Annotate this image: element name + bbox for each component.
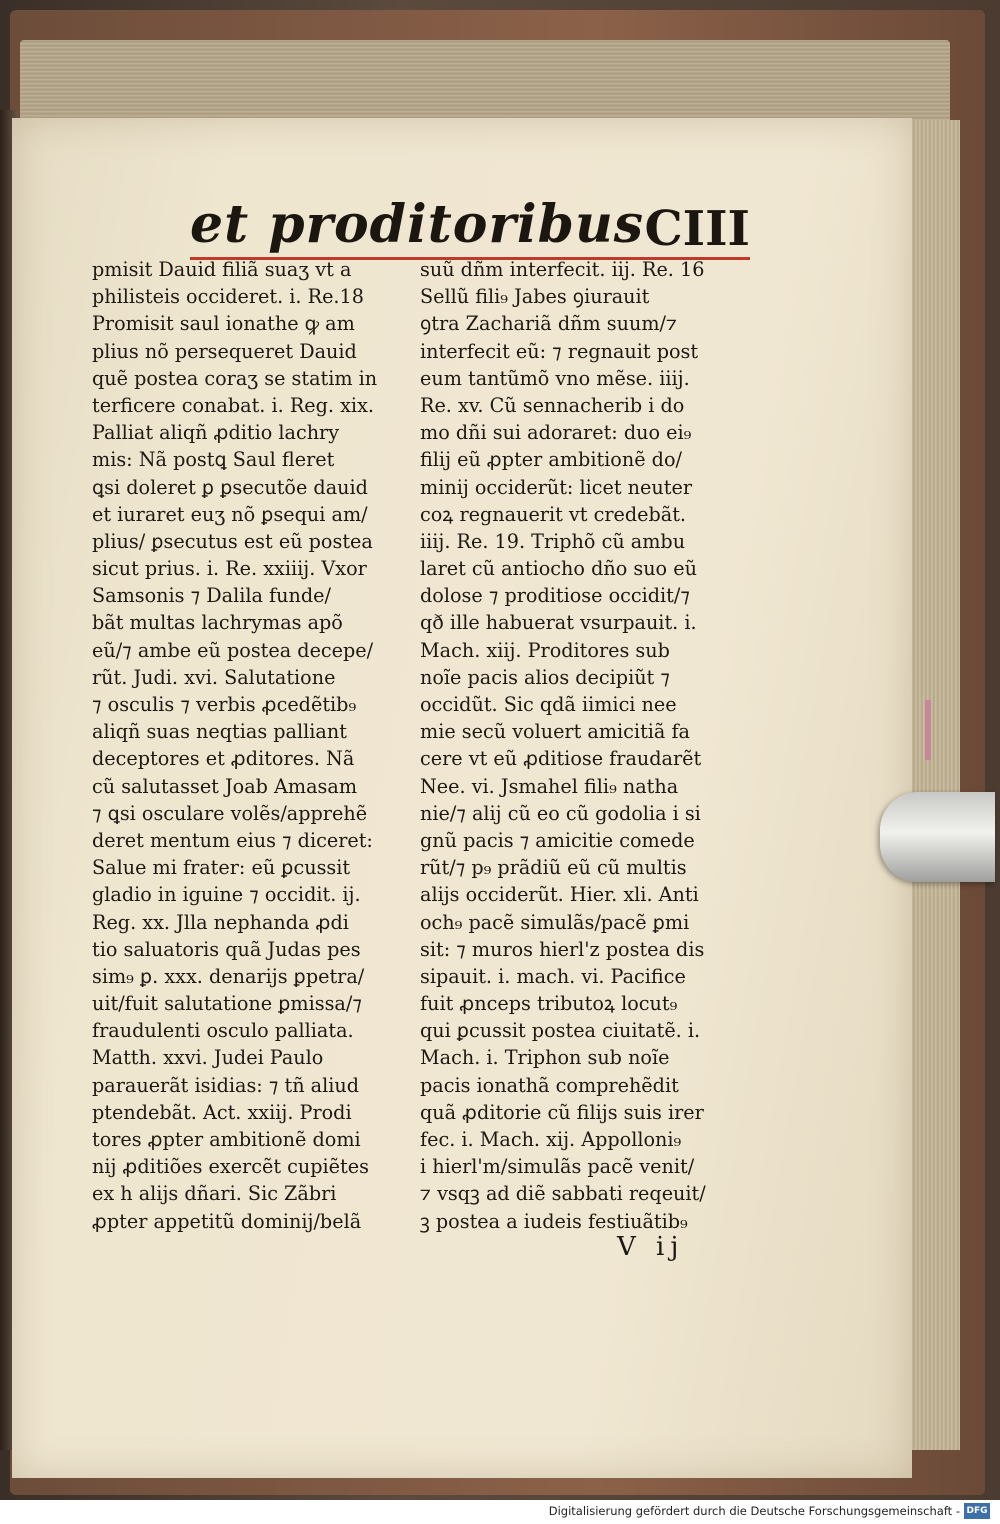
text-line: plius/ ꝑsecutus est eũ postea <box>92 529 373 553</box>
text-line: fec. i. Mach. xij. Appolloni₉ <box>420 1128 682 1151</box>
text-line: Mach. xiij. Proditores sub <box>420 638 670 662</box>
page-marker <box>925 700 931 760</box>
folio-number: CIII <box>644 201 750 260</box>
text-line: Salue mi frater: eũ ꝑcussit <box>92 856 351 880</box>
text-line: dolose ⁊ proditiose occidit/⁊ <box>420 584 690 608</box>
text-line: och₉ pacẽ simulãs/pacẽ ꝑmi <box>420 910 690 934</box>
text-line: sit: ⁊ muros hierl'z postea dis <box>420 937 705 961</box>
running-head-title: et proditoribus <box>190 194 644 260</box>
text-line: Mach. i. Triphon sub noĩe <box>420 1046 670 1070</box>
text-line: ꝫ postea a iudeis festiuãtib₉ <box>420 1209 688 1233</box>
text-line: cũ salutasset Joab Amasam <box>92 774 358 798</box>
text-line: tio saluatoris quã Judas pes <box>92 937 361 961</box>
text-line: cere vt eũ ꝓditiose fraudarẽt <box>420 747 702 771</box>
text-line: ꝓpter appetitũ dominij/belã <box>92 1209 362 1233</box>
text-line: mis: Nã postꝗ Saul fleret <box>92 448 335 472</box>
text-line: quẽ postea coraʒ se statim in <box>92 366 378 390</box>
text-line: ꝯtra Zachariã dñm suum/⁊ <box>420 312 677 336</box>
text-line: minij occiderũt: licet neuter <box>420 475 692 499</box>
text-line: et iuraret euʒ nõ ꝑsequi am/ <box>92 502 368 526</box>
text-line: qð ille habuerat vsurpauit. i. <box>420 611 697 635</box>
text-line: alijs occiderũt. Hier. xli. Anti <box>420 883 699 907</box>
text-line: noĩe pacis alios decipiũt ⁊ <box>420 665 670 689</box>
text-line: coꝝ regnauerit vt credebãt. <box>420 502 687 526</box>
text-line: ⁊ vsqꝫ ad diẽ sabbati reqeuit/ <box>420 1182 706 1206</box>
text-line: qui ꝑcussit postea ciuitatẽ. i. <box>420 1019 701 1043</box>
text-line: Promisit saul ionathe ꝙ am <box>92 312 355 336</box>
text-line: deret mentum eius ⁊ diceret: <box>92 828 373 852</box>
text-line: bãt multas lachrymas apõ <box>92 611 343 635</box>
text-line: interfecit eũ: ⁊ regnauit post <box>420 339 699 363</box>
text-line: rũt/⁊ p₉ prãdiũ eũ cũ multis <box>420 856 687 880</box>
text-line: rũt. Judi. xvi. Salutatione <box>92 665 336 689</box>
text-line: quã ꝓditorie cũ filijs suis irer <box>420 1100 704 1124</box>
text-line: ptendebãt. Act. xxiij. Prodi <box>92 1100 352 1124</box>
text-line: sim₉ ꝑ. xxx. denarijs ꝑpetra/ <box>92 964 365 988</box>
text-line: mo dñi sui adoraret: duo ei₉ <box>420 421 692 445</box>
text-line: gladio in iguine ⁊ occidit. ij. <box>92 883 361 907</box>
text-line: philisteis occideret. i. Re.18 <box>92 285 364 309</box>
text-line: iiij. Re. 19. Triphõ cũ ambu <box>420 529 686 553</box>
text-line: mie secũ voluert amicitiã fa <box>420 720 690 744</box>
text-line: Matth. xxvi. Judei Paulo <box>92 1046 324 1070</box>
text-line: terficere conabat. i. Reg. xix. <box>92 393 374 417</box>
text-line: ꝗsi doleret ꝑ ꝑsecutõe dauid <box>92 475 368 499</box>
text-line: Re. xv. Cũ sennacherib i do <box>420 393 685 417</box>
text-line: eum tantũmõ vno mẽse. iiij. <box>420 366 690 390</box>
footer-bar <box>0 1500 1000 1524</box>
text-line: suũ dñm interfecit. iij. Re. 16 <box>420 258 705 281</box>
signature-mark: V ij <box>617 1232 685 1262</box>
dfg-logo: DFG <box>964 1503 990 1519</box>
text-line: Palliat aliqñ ꝓditio lachry <box>92 421 340 445</box>
text-line: pmisit Dauid filiã suaʒ vt a <box>92 258 352 281</box>
right-text-column <box>420 256 730 1235</box>
text-line: fuit ꝓnceps tributoꝝ locut₉ <box>420 992 678 1016</box>
text-line: Samsonis ⁊ Dalila funde/ <box>92 584 331 608</box>
text-line: gnũ pacis ⁊ amicitie comede <box>420 828 695 852</box>
funding-credit: Digitalisierung gefördert durch die Deutsche Forschungsgemeinschaft - <box>548 1504 960 1518</box>
running-head <box>190 185 750 260</box>
text-line: nij ꝓditiões exercẽt cupiẽtes <box>92 1155 369 1179</box>
text-line: ex h alijs dñari. Sic Zãbri <box>92 1182 337 1206</box>
text-line: i hierl'm/simulãs pacẽ venit/ <box>420 1155 695 1179</box>
left-text-column <box>92 256 402 1235</box>
text-line: ⁊ osculis ⁊ verbis ꝓcedẽtib₉ <box>92 693 357 716</box>
page-clamp <box>880 792 995 882</box>
text-line: plius nõ persequeret Dauid <box>92 339 357 363</box>
text-line: nie/⁊ alij cũ eo cũ godolia i si <box>420 801 701 825</box>
text-line: aliqñ suas neqtias palliant <box>92 720 347 744</box>
text-line: sipauit. i. mach. vi. Pacifice <box>420 964 686 988</box>
page-edges-top <box>20 40 950 130</box>
text-line: laret cũ antiocho dño suo eũ <box>420 557 697 581</box>
text-line: occidũt. Sic qdã iimici nee <box>420 693 677 716</box>
text-line: Sellũ fili₉ Jabes ꝯiurauit <box>420 285 650 309</box>
text-line: ⁊ ꝗsi osculare volẽs/apprehẽ <box>92 801 368 825</box>
text-line: deceptores et ꝓditores. Nã <box>92 747 355 771</box>
text-line: uit/fuit salutatione ꝑmissa/⁊ <box>92 992 362 1016</box>
text-line: Reg. xx. Jlla nephanda ꝓdi <box>92 910 349 934</box>
text-line: filij eũ ꝓpter ambitionẽ do/ <box>420 448 682 472</box>
text-line: sicut prius. i. Re. xxiiij. Vxor <box>92 557 367 581</box>
text-line: tores ꝓpter ambitionẽ domi <box>92 1128 361 1151</box>
text-line: Nee. vi. Jsmahel fili₉ natha <box>420 774 679 798</box>
text-line: pacis ionathã comprehẽdit <box>420 1073 679 1097</box>
text-line: eũ/⁊ ambe eũ postea decepe/ <box>92 638 374 662</box>
text-line: parauerãt isidias: ⁊ tñ aliud <box>92 1073 360 1097</box>
text-line: fraudulenti osculo palliata. <box>92 1019 354 1043</box>
